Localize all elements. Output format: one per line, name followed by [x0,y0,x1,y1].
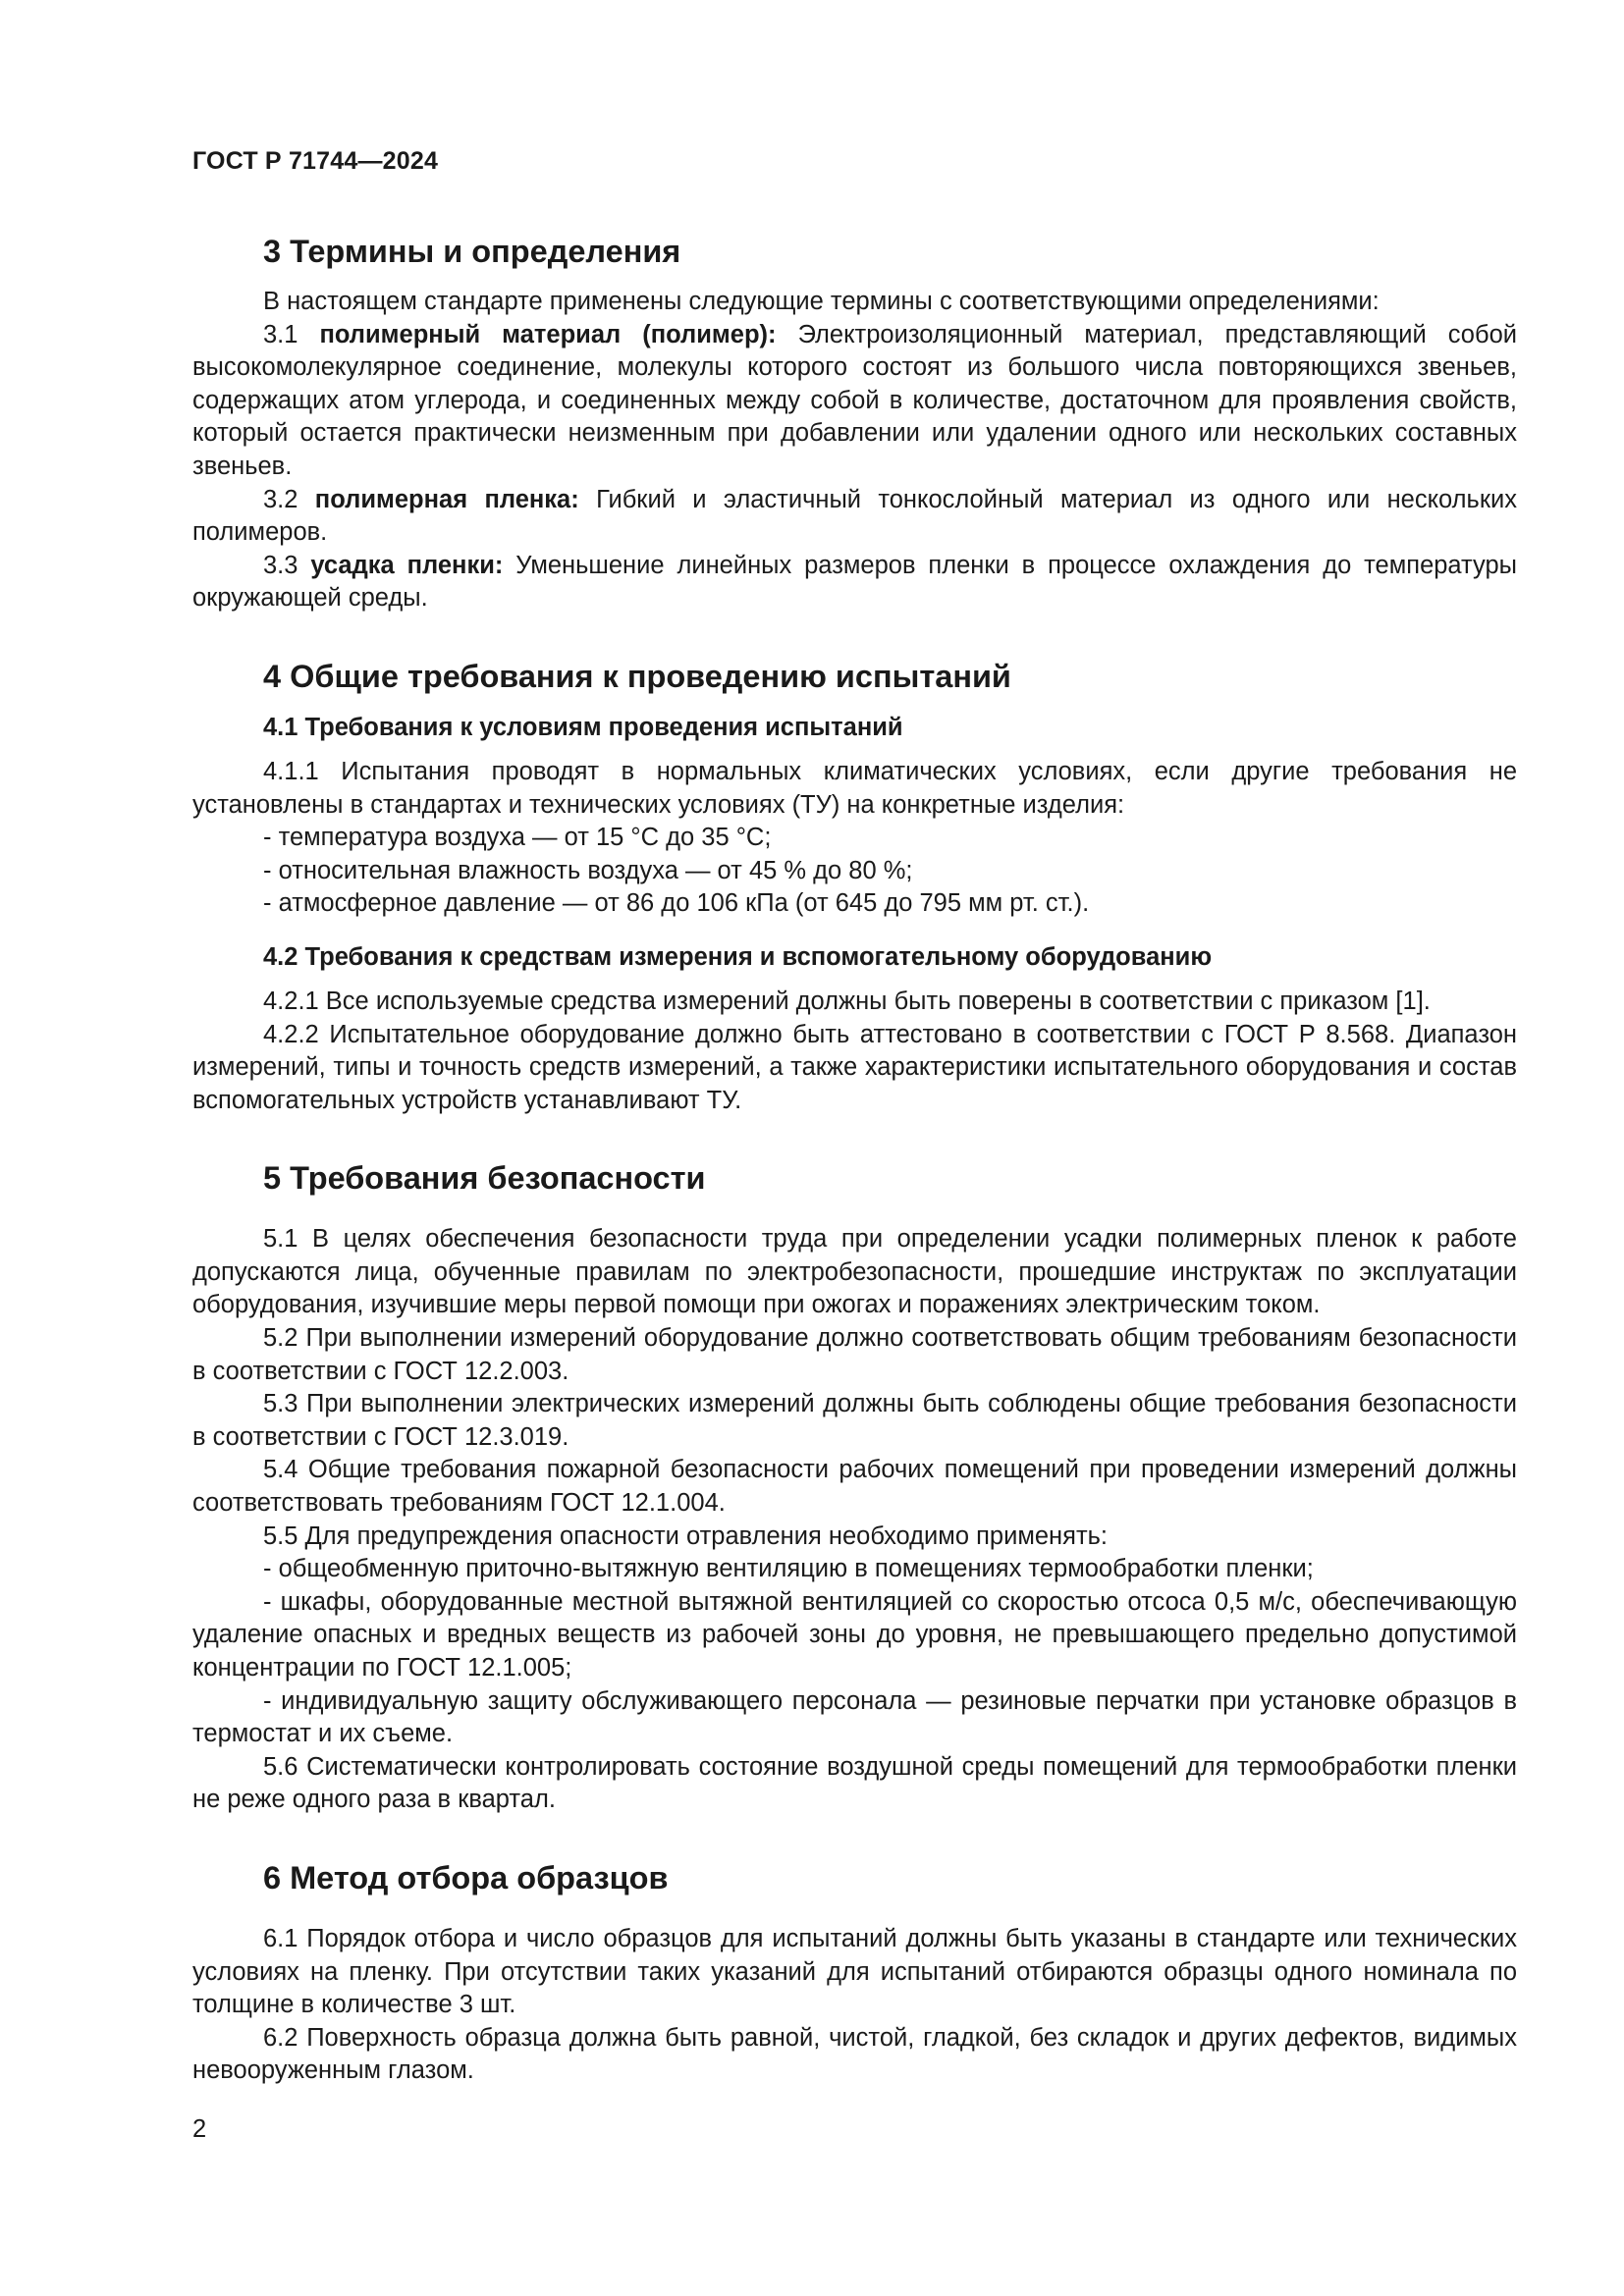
section-3-title: 3 Термины и определения [263,234,681,269]
page-number: 2 [192,2115,207,2143]
term-3-3 [192,550,1517,615]
clause-6-2: 6.2 Поверхность образца должна быть равной, чистой, гладкой, без складок и других дефектов, видимых невооруженным глазом. [192,2023,1517,2085]
list-item-cabinets: - шкафы, оборудованные местной вытяжной вентиляцией со скоростью отсоса 0,5 м/с, обеспечивающую удаление опасных и вредных веществ из рабочей зоны до уровня, не превышающего предельно допустимой концентрации по ГОСТ 12.1.005; [192,1587,1517,1682]
clause-5-5: 5.5 Для предупреждения опасности отравления необходимо применять: [263,1522,1108,1550]
subsection-4-1-title: 4.1 Требования к условиям проведения испытаний [263,713,903,741]
document-code-header: ГОСТ Р 71744—2024 [192,147,439,175]
term-3-2-term: полимерная пленка: [314,485,579,513]
list-item-ventilation: - общеобменную приточно-вытяжную вентиляцию в помещениях термообработки пленки; [263,1555,1314,1583]
list-item-humidity: - относительная влажность воздуха — от 45 % до 80 %; [263,856,913,884]
list-item-temperature: - температура воздуха — от 15 °С до 35 °С; [263,824,772,852]
clause-6-1: 6.1 Порядок отбора и число образцов для испытаний должны быть указаны в стандарте или технических условиях на пленку. При отсутствии таких указаний для испытаний отбираются образцы одного номинала по толщине в количестве 3 шт. [192,1924,1517,2019]
list-item-protection: - индивидуальную защиту обслуживающего персонала — резиновые перчатки при установке образцов в термостат и их съеме. [192,1686,1517,1748]
list-item-pressure: - атмосферное давление — от 86 до 106 кПа (от 645 до 795 мм рт. ст.). [263,889,1090,918]
clause-4-2-1: 4.2.1 Все используемые средства измерений должны быть поверены в соответствии с приказом [1]. [263,987,1431,1015]
term-3-2-number: 3.2 [263,485,315,513]
clause-4-2-2: 4.2.2 Испытательное оборудование должно быть аттестовано в соответствии с ГОСТ Р 8.568. Диапазон измерений, типы и точность средств измерений, а также характеристики испытательного оборудования и состав вспомогательных устройств устанавливают ТУ. [192,1020,1517,1114]
clause-5-4: 5.4 Общие требования пожарной безопасности рабочих помещений при проведении измерений должны соответствовать требованиям ГОСТ 12.1.004. [192,1456,1517,1518]
clause-4-1-1: 4.1.1 Испытания проводят в нормальных климатических условиях, если другие требования не установлены в стандартах и технических условиях (ТУ) на конкретные изделия: [192,757,1517,819]
page-content [192,222,1517,2088]
subsection-4-2-title: 4.2 Требования к средствам измерения и вспомогательному оборудованию [263,942,1213,971]
term-3-2-definition: Гибкий и эластичный тонкослойный материал из одного или нескольких полимеров. [192,485,1517,547]
section-3-intro: В настоящем стандарте применены следующие термины с соответствующими определениями: [263,288,1380,315]
clause-5-6: 5.6 Систематически контролировать состояние воздушной среды помещений для термообработки пленки не реже одного раза в квартал. [192,1752,1517,1814]
term-3-1-term: полимерный материал (полимер): [319,320,777,348]
section-4-title: 4 Общие требования к проведению испытаний [263,658,1011,694]
section-5-title: 5 Требования безопасности [263,1160,706,1197]
clause-5-3: 5.3 При выполнении электрических измерений должны быть соблюдены общие требования безопасности в соответствии с ГОСТ 12.3.019. [192,1390,1517,1451]
section-6-title: 6 Метод отбора образцов [263,1859,669,1896]
clause-5-2: 5.2 При выполнении измерений оборудование должно соответствовать общим требованиям безопасности в соответствии с ГОСТ 12.2.003. [192,1324,1517,1385]
clause-5-1: 5.1 В целях обеспечения безопасности труда при определении усадки полимерных пленок к работе допускаются лица, обученные правилам по электробезопасности, прошедшие инструктаж по эксплуатации оборудования, изучившие меры первой помощи при ожогах и поражениях электрическим током. [192,1225,1517,1319]
term-3-3-term: усадка пленки: [310,551,504,579]
term-3-1-number: 3.1 [263,320,320,348]
term-3-3-definition: Уменьшение линейных размеров пленки в процессе охлаждения до температуры окружающей среды. [192,551,1517,613]
term-3-2 [192,484,1517,550]
term-3-3-number: 3.3 [263,551,311,579]
term-3-1 [192,319,1517,484]
term-3-1-definition: Электроизоляционный материал, представляющий собой высокомолекулярное соединение, молекулы которого состоят из большого числа повторяющихся звеньев, содержащих атом углерода, и соединенных между собой в количестве, достаточном для проявления свойств, который остается практически неизменным при добавлении или удалении одного или нескольких составных звеньев. [192,320,1517,480]
